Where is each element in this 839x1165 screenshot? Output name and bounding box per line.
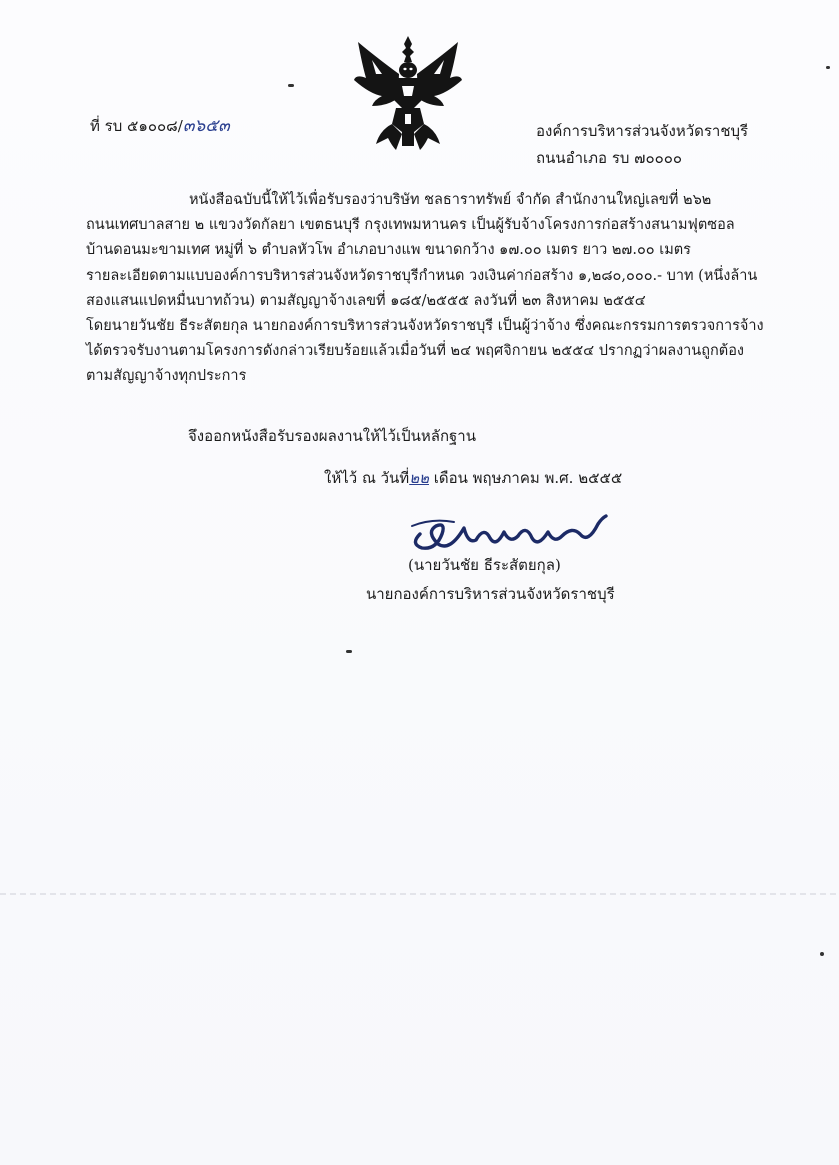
given-date xyxy=(324,466,622,490)
sender-org-name: องค์การบริหารส่วนจังหวัดราชบุรี xyxy=(536,122,749,140)
body-line: หนังสือฉบับนี้ให้ไว้เพื่อรับรองว่าบริษัท ชลธาราทรัพย์ จำกัด สำนักงานใหญ่เลขที่ ๒๖๒ xyxy=(189,192,712,208)
body-line: ได้ตรวจรับงานตามโครงการดังกล่าวเรียบร้อยแล้วเมื่อวันที่ ๒๔ พฤศจิกายน ๒๕๕๔ ปรากฏว่าผลงานถูกต้อง xyxy=(86,343,744,360)
signatory-title: นายกองค์การบริหารส่วนจังหวัดราชบุรี xyxy=(366,585,615,603)
body-line: ตามสัญญาจ้างทุกประการ xyxy=(86,368,247,385)
body-line: สองแสนแปดหมื่นบาทถ้วน) ตามสัญญาจ้างเลขที่ ๑๘๕/๒๕๕๕ ลงวันที่ ๒๓ สิงหาคม ๒๕๕๔ xyxy=(86,292,646,309)
ink-speck xyxy=(346,650,352,653)
body-line: บ้านดอนมะขามเทศ หมู่ที่ ๖ ตำบลหัวโพ อำเภอบางแพ ขนาดกว้าง ๑๗.๐๐ เมตร ยาว ๒๗.๐๐ เมตร xyxy=(86,242,691,259)
reference-handwritten-number: ๓๖๕๓ xyxy=(182,116,230,136)
given-day-handwritten: ๒๒ xyxy=(409,469,429,487)
ink-speck xyxy=(820,952,824,956)
sender-address xyxy=(536,118,748,172)
reference-number xyxy=(90,112,230,139)
body-line: โดยนายวันชัย ธีระสัตยกุล นายกองค์การบริหารส่วนจังหวัดราชบุรี เป็นผู้ว่าจ้าง ซึ่งคณะกรรมการตรวจการจ้าง xyxy=(86,318,764,335)
paper-fold-line xyxy=(0,893,839,895)
certificate-body xyxy=(86,188,764,390)
ink-speck xyxy=(288,84,294,87)
given-suffix: เดือน พฤษภาคม พ.ศ. ๒๕๕๕ xyxy=(428,469,623,487)
given-prefix: ให้ไว้ ณ วันที่ xyxy=(324,469,410,487)
body-line: รายละเอียดตามแบบองค์การบริหารส่วนจังหวัดราชบุรีกำหนด วงเงินค่าก่อสร้าง ๑,๒๘๐,๐๐๐.- บาท (หนึ่งล้าน xyxy=(86,267,758,284)
body-line: ถนนเทศบาลสาย ๒ แขวงวัดกัลยา เขตธนบุรี กรุงเทพมหานคร เป็นผู้รับจ้างโครงการก่อสร้างสนามฟุตซอล xyxy=(86,217,735,234)
garuda-emblem-icon xyxy=(352,34,464,152)
sender-street: ถนนอำเภอ รบ ๗๐๐๐๐ xyxy=(536,149,683,167)
ink-speck xyxy=(826,66,830,69)
issuance-statement: จึงออกหนังสือรับรองผลงานให้ไว้เป็นหลักฐาน xyxy=(188,427,476,445)
signatory-name: (นายวันชัย ธีระสัตยกุล) xyxy=(408,556,561,574)
reference-prefix: ที่ รบ ๕๑๐๐๘/ xyxy=(90,117,183,135)
signature-icon xyxy=(402,504,612,556)
